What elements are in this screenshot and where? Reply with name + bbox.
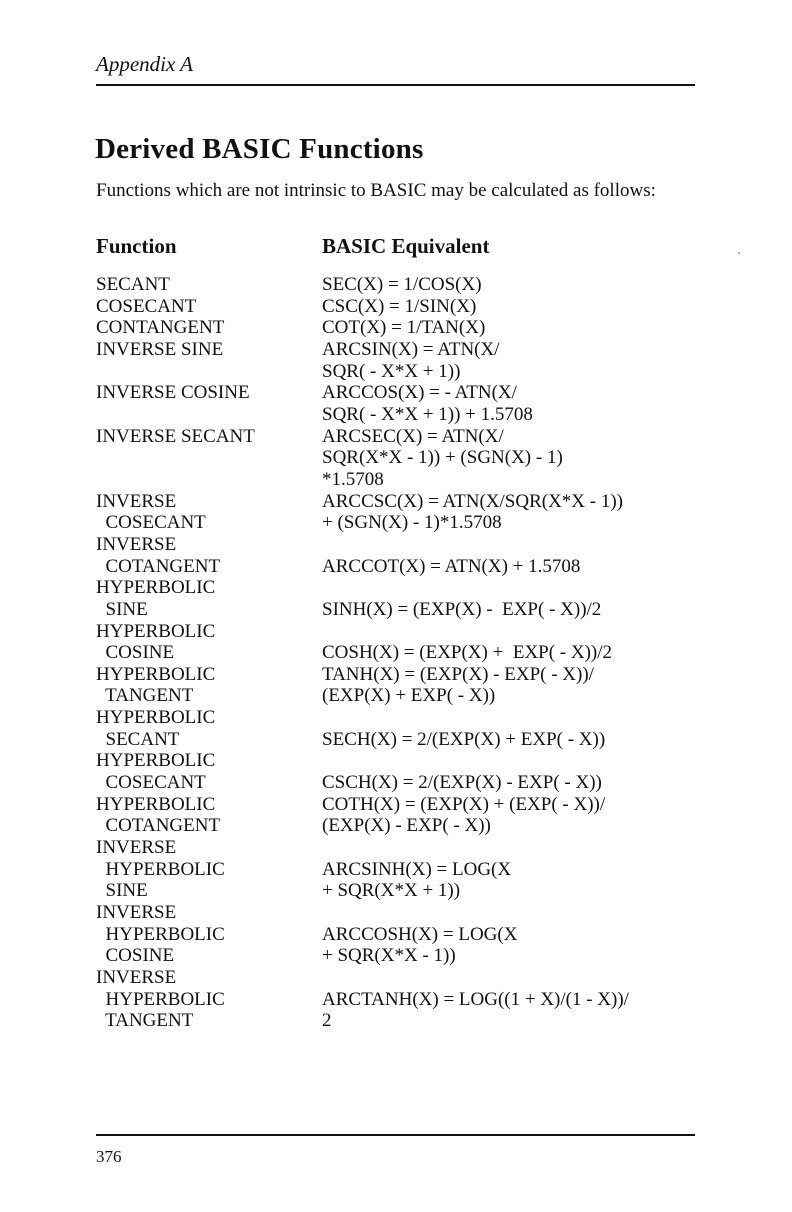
basic-equivalent: ARCTANH(X) = LOG((1 + X)/(1 - X))/: [322, 988, 629, 1010]
table-row: [96, 361, 696, 383]
function-name: [96, 404, 322, 426]
column-header-function: Function: [96, 234, 177, 258]
table-row: [96, 599, 696, 621]
function-name: COSINE: [96, 642, 175, 664]
basic-equivalent: SEC(X) = 1/COS(X): [322, 274, 482, 295]
basic-equivalent: *1.5708: [322, 468, 384, 490]
basic-equivalent: [322, 707, 696, 729]
function-name: HYPERBOLIC: [96, 923, 225, 945]
basic-equivalent: [322, 621, 696, 643]
running-header: Appendix A: [96, 52, 194, 76]
basic-equivalent: (EXP(X) + EXP( - X)): [322, 685, 496, 707]
table-row: [96, 815, 696, 837]
basic-equivalent: ARCCSC(X) = ATN(X/SQR(X*X - 1)): [322, 490, 624, 512]
table-row: [96, 989, 696, 1011]
basic-equivalent: SECH(X) = 2/(EXP(X) + EXP( - X)): [322, 728, 606, 750]
function-name: HYPERBOLIC: [96, 793, 216, 815]
basic-equivalent: ARCSINH(X) = LOG(X: [322, 858, 512, 880]
basic-equivalent: TANH(X) = (EXP(X) - EXP( - X))/: [322, 663, 594, 685]
function-name: SINE: [96, 880, 148, 902]
basic-equivalent: [322, 967, 696, 989]
function-table: [96, 274, 696, 1032]
table-row: [96, 664, 696, 686]
table-row: [96, 447, 696, 469]
table-row: [96, 729, 696, 751]
basic-equivalent: + SQR(X*X + 1)): [322, 880, 461, 902]
function-name: COTANGENT: [96, 815, 221, 837]
basic-equivalent: ARCCOS(X) = - ATN(X/: [322, 382, 517, 404]
function-name: SINE: [96, 598, 148, 620]
function-name: COTANGENT: [96, 555, 221, 577]
function-name: INVERSE: [96, 837, 177, 859]
basic-equivalent: 2: [322, 1010, 332, 1032]
function-name: COSECANT: [96, 295, 197, 317]
function-name: TANGENT: [96, 1010, 194, 1032]
function-name: COSECANT: [96, 512, 206, 534]
table-row: [96, 794, 696, 816]
table-row: [96, 534, 696, 556]
table-row: [96, 469, 696, 491]
table-row: [96, 642, 696, 664]
table-row: [96, 274, 696, 296]
table-row: [96, 382, 696, 404]
function-name: SECANT: [96, 728, 180, 750]
table-row: [96, 924, 696, 946]
function-name: HYPERBOLIC: [96, 750, 216, 772]
table-row: [96, 837, 696, 859]
function-name: HYPERBOLIC: [96, 707, 216, 729]
basic-equivalent: COSH(X) = (EXP(X) + EXP( - X))/2: [322, 642, 613, 664]
table-row: [96, 967, 696, 989]
table-row: [96, 707, 696, 729]
basic-equivalent: [322, 902, 696, 924]
table-row: [96, 772, 696, 794]
footer-rule: [96, 1134, 695, 1136]
basic-equivalent: SINH(X) = (EXP(X) - EXP( - X))/2: [322, 598, 602, 620]
basic-equivalent: SQR( - X*X + 1)) + 1.5708: [322, 403, 533, 425]
table-row: [96, 426, 696, 448]
basic-equivalent: COTH(X) = (EXP(X) + (EXP( - X))/: [322, 793, 606, 815]
basic-equivalent: ARCCOSH(X) = LOG(X: [322, 923, 518, 945]
table-row: [96, 750, 696, 772]
table-row: [96, 685, 696, 707]
basic-equivalent: [322, 837, 696, 859]
function-name: INVERSE: [96, 967, 177, 988]
function-name: HYPERBOLIC: [96, 858, 225, 880]
function-name: INVERSE SECANT: [96, 425, 255, 447]
table-row: [96, 404, 696, 426]
function-name: INVERSE: [96, 533, 177, 555]
table-row: [96, 880, 696, 902]
intro-paragraph: Functions which are not intrinsic to BASIC may be calculated as follows:: [96, 180, 656, 201]
basic-equivalent: [322, 577, 696, 599]
table-row: [96, 491, 696, 513]
print-speck: [738, 252, 740, 254]
table-row: [96, 339, 696, 361]
function-name: SECANT: [96, 274, 170, 295]
function-name: COSINE: [96, 945, 175, 967]
function-name: INVERSE COSINE: [96, 382, 250, 404]
table-row: [96, 902, 696, 924]
basic-equivalent: ARCCOT(X) = ATN(X) + 1.5708: [322, 555, 581, 577]
table-row: [96, 296, 696, 318]
table-row: [96, 512, 696, 534]
function-name: HYPERBOLIC: [96, 620, 216, 642]
function-name: INVERSE SINE: [96, 338, 224, 360]
table-row: [96, 621, 696, 643]
basic-equivalent: + SQR(X*X - 1)): [322, 945, 456, 967]
basic-equivalent: CSC(X) = 1/SIN(X): [322, 295, 477, 317]
header-rule: [96, 84, 695, 86]
basic-equivalent: SQR( - X*X + 1)): [322, 360, 461, 382]
basic-equivalent: [322, 534, 696, 556]
function-name: [96, 469, 322, 491]
function-name: HYPERBOLIC: [96, 988, 225, 1010]
function-name: [96, 447, 322, 469]
column-header-basic-equivalent: BASIC Equivalent: [322, 234, 490, 258]
basic-equivalent: CSCH(X) = 2/(EXP(X) - EXP( - X)): [322, 772, 602, 794]
page-number: 376: [96, 1147, 122, 1166]
table-row: [96, 945, 696, 967]
basic-equivalent: (EXP(X) - EXP( - X)): [322, 815, 491, 837]
function-name: [96, 361, 322, 383]
table-row: [96, 577, 696, 599]
table-row: [96, 1010, 696, 1032]
table-row: [96, 317, 696, 339]
table-row: [96, 556, 696, 578]
function-name: HYPERBOLIC: [96, 663, 216, 685]
function-name: CONTANGENT: [96, 317, 225, 339]
basic-equivalent: ARCSIN(X) = ATN(X/: [322, 338, 500, 360]
basic-equivalent: SQR(X*X - 1)) + (SGN(X) - 1): [322, 447, 563, 469]
function-name: TANGENT: [96, 685, 194, 707]
function-name: COSECANT: [96, 772, 206, 794]
function-name: INVERSE: [96, 902, 177, 924]
basic-equivalent: ARCSEC(X) = ATN(X/: [322, 425, 504, 447]
function-name: HYPERBOLIC: [96, 577, 216, 599]
table-row: [96, 859, 696, 881]
basic-equivalent: COT(X) = 1/TAN(X): [322, 317, 486, 339]
page-title: Derived BASIC Functions: [95, 133, 424, 165]
basic-equivalent: + (SGN(X) - 1)*1.5708: [322, 512, 502, 534]
basic-equivalent: [322, 750, 696, 772]
function-name: INVERSE: [96, 490, 177, 512]
